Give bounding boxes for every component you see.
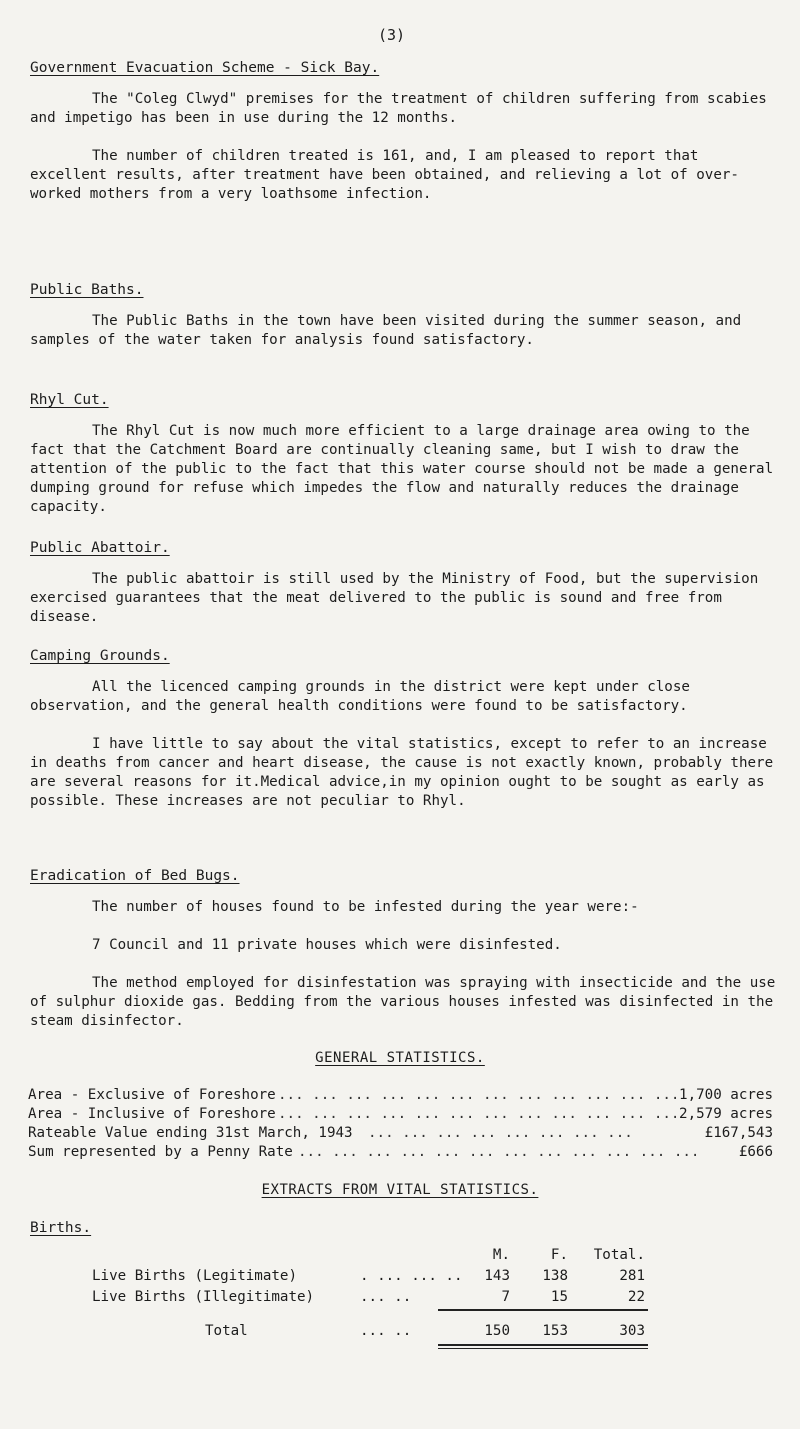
stat-value: 2,579 acres [679,1106,773,1122]
section-public-abattoir [30,540,780,627]
cell-total: 303 [619,1323,645,1339]
section-heading: Eradication of Bed Bugs. [30,868,240,884]
total-rule [438,1344,648,1346]
general-statistics-heading: GENERAL STATISTICS. [315,1050,485,1066]
stat-value: 1,700 acres [679,1087,773,1103]
stat-row [28,1086,773,1105]
vital-statistics-heading: EXTRACTS FROM VITAL STATISTICS. [261,1182,539,1198]
stat-row [28,1124,773,1143]
page-number: (3) [378,26,406,44]
cell-m: 150 [484,1323,510,1339]
cell-m: 143 [484,1268,510,1284]
section-camping-grounds [30,648,780,811]
paragraph: The number of houses found to be infested during the year were:- [92,899,639,915]
leader-dots: ... .. [360,1289,412,1305]
cell-m: 7 [501,1289,510,1305]
cell-total: 281 [619,1268,645,1284]
sum-rule [438,1309,648,1311]
total-row [30,1322,770,1341]
leader-dots: ... ... ... ... ... ... ... ... ... ... ... ... [278,1106,680,1122]
table-row [30,1288,770,1307]
stat-row [28,1105,773,1124]
stat-value: £167,543 [704,1125,773,1141]
stat-label: Area - Exclusive of Foreshore [28,1087,276,1103]
stat-label: Rateable Value ending 31st March, 1943 [28,1125,353,1141]
paragraph: The public abattoir is still used by the Ministry of Food, but the supervision exercised guarantees that the meat delivered to the public is sound and free from disease. [30,571,759,625]
col-header-m: M. [492,1247,510,1263]
leader-dots: ... .. [360,1323,412,1339]
cell-total: 22 [627,1289,645,1305]
paragraph: All the licenced camping grounds in the district were kept under close observation, and the general health conditions were found to be satisfactory. [30,679,690,714]
col-header-f: F. [550,1247,568,1263]
leader-dots: . ... ... .. [360,1268,463,1284]
paragraph: The number of children treated is 161, and, I am pleased to report that excellent results, after treatment have been obtained, and relieving a lot of over-worked mothers from a very loathsome infection. [30,148,739,202]
section-bed-bugs [30,868,780,1031]
leader-dots: ... ... ... ... ... ... ... ... ... ... ... ... [298,1144,700,1160]
section-heading: Public Baths. [30,282,144,298]
col-header-total: Total. [593,1247,645,1263]
stat-label: Area - Inclusive of Foreshore [28,1106,276,1122]
paragraph: The Public Baths in the town have been visited during the summer season, and samples of the water taken for analysis found satisfactory. [30,313,742,348]
paragraph: The method employed for disinfestation was spraying with insecticide and the use of sulphur dioxide gas. Bedding from the various houses infested was disinfected in the steam disinfector. [30,975,776,1029]
paragraph: The Rhyl Cut is now much more efficient to a large drainage area owing to the fact that the Catchment Board are continually cleaning same, but I wish to draw the attention of the public to the fact that this water course should not be made a general dumping ground for refuse which impedes the flow and naturally reduces the drainage capacity. [30,423,774,515]
stat-row [28,1143,773,1162]
cell-f: 138 [542,1268,568,1284]
section-heading: Camping Grounds. [30,648,170,664]
section-sick-bay [30,60,780,204]
leader-dots: ... ... ... ... ... ... ... ... ... ... ... ... [278,1087,680,1103]
births-heading: Births. [30,1220,92,1236]
column-header-row [30,1246,770,1265]
row-label: Live Births (Legitimate) [92,1268,297,1284]
row-label: Live Births (Illegitimate) [92,1289,315,1305]
leader-dots: ... ... ... ... ... ... ... ... [368,1125,633,1141]
table-row [30,1267,770,1286]
total-double-rule [438,1348,648,1349]
cell-f: 15 [550,1289,568,1305]
stat-label: Sum represented by a Penny Rate [28,1144,293,1160]
section-heading: Rhyl Cut. [30,392,109,408]
paragraph: 7 Council and 11 private houses which were disinfested. [92,937,562,953]
paragraph: The "Coleg Clwyd" premises for the treatment of children suffering from scabies and impetigo has been in use during the 12 months. [30,91,767,126]
stat-value: £666 [738,1144,773,1160]
section-heading: Government Evacuation Scheme - Sick Bay. [30,60,380,76]
section-public-baths [30,282,780,350]
paragraph: I have little to say about the vital statistics, except to refer to an increase in deaths from cancer and heart disease, the cause is not exactly known, probably there are several reasons for it.Medical advice,in my opinion ought to be sought as early as possible. These increases are not peculiar to Rhyl. [30,736,774,809]
section-heading: Public Abattoir. [30,540,170,556]
section-rhyl-cut [30,392,780,517]
row-label: Total [205,1323,248,1339]
cell-f: 153 [542,1323,568,1339]
